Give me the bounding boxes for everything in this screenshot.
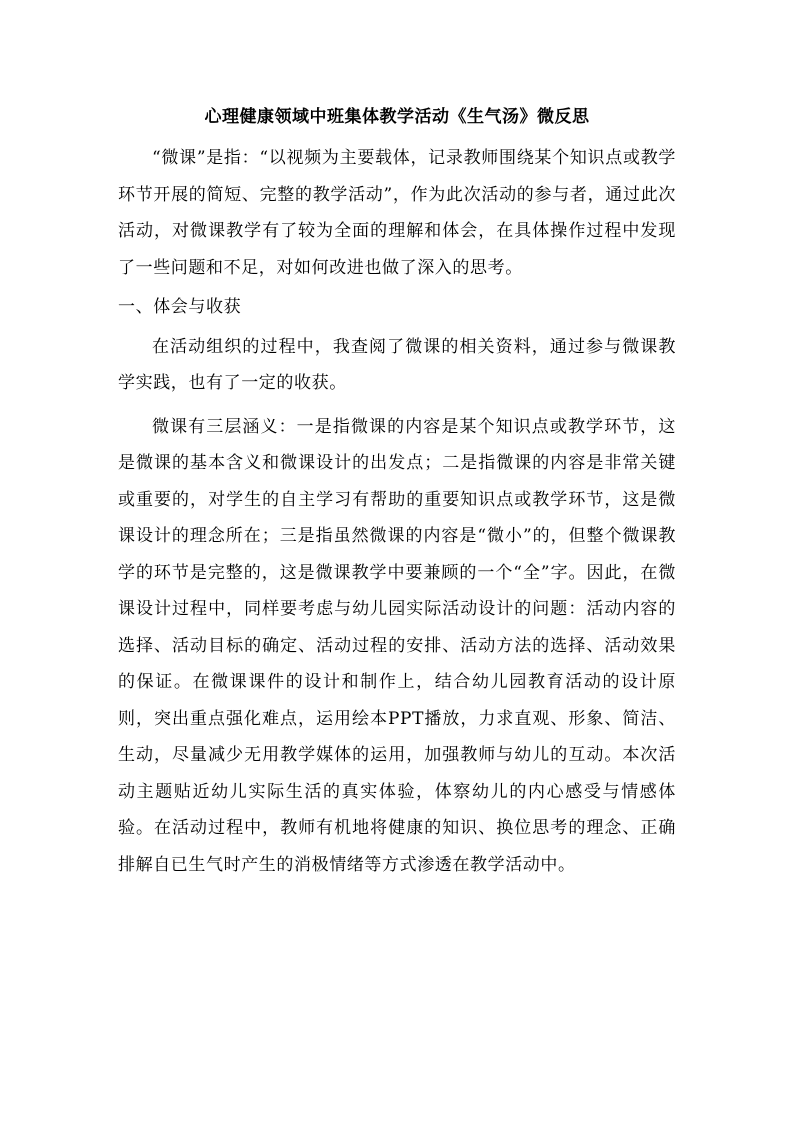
- section-heading: 一、体会与收获: [118, 297, 242, 317]
- document-title: 心理健康领域中班集体教学活动《生气汤》微反思: [204, 107, 590, 127]
- section1-paragraph-1: 在活动组织的过程中，我查阅了微课的相关资料，通过参与微课教学实践，也有了一定的收获。: [118, 336, 676, 393]
- intro-paragraph: “微课”是指：“以视频为主要载体，记录教师围绕某个知识点或教学环节开展的简短、完整的教学活动”，作为此次活动的参与者，通过此次活动，对微课教学有了较为全面的理解和体会，在具体操作过程中发现了一些问题和不足，对如何改进也做了深入的思考。: [118, 148, 676, 278]
- document-body: [118, 140, 676, 883]
- section1-paragraph-2: 微课有三层涵义：一是指微课的内容是某个知识点或教学环节，这是微课的基本含义和微课设计的出发点；二是指微课的内容是非常关键或重要的，对学生的自主学习有帮助的重要知识点或教学环节，这是微课设计的理念所在；三是指虽然微课的内容是“微小”的，但整个微课教学的环节是完整的，这是微课教学中要兼顾的一个“全”字。因此，在微课设计过程中，同样要考虑与幼儿园实际活动设计的问题：活动内容的选择、活动目标的确定、活动过程的安排、活动方法的选择、活动效果的保证。在微课课件的设计和制作上，结合幼儿园教育活动的设计原则，突出重点强化难点，运用绘本PPT播放，力求直观、形象、简洁、生动，尽量减少无用教学媒体的运用，加强教师与幼儿的互动。本次活动主题贴近幼儿实际生活的真实体验，体察幼儿的内心感受与情感体验。在活动过程中，教师有机地将健康的知识、换位思考的理念、正确排解自已生气时产生的消极情绪等方式渗透在教学活动中。: [118, 416, 676, 875]
